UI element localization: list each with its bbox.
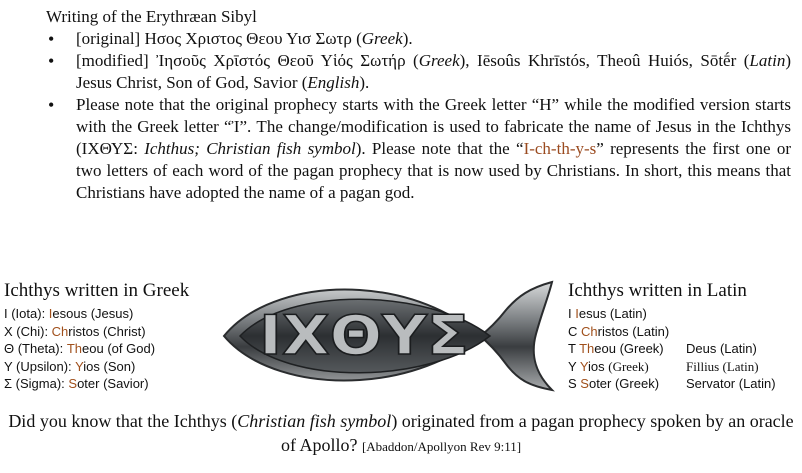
fish-letters: ΙΧΘΥΣ (259, 304, 469, 367)
highlight-acronym: I-ch-th-y-s (523, 139, 597, 158)
sibyl-text-block (46, 6, 791, 204)
row-prefix: T (568, 341, 580, 356)
bible-reference: [Abaddon/Apollyon Rev 9:11] (361, 439, 522, 454)
greek-column (4, 279, 234, 393)
bullet-note (46, 94, 791, 204)
greek-row (4, 358, 234, 376)
greek-row (4, 305, 234, 323)
row-rest: oter (Savior) (77, 376, 149, 391)
row-initial: Th (66, 341, 83, 356)
row-initial: Ch (581, 323, 598, 339)
greek-row (4, 375, 234, 393)
row-prefix: Σ (Sigma): (4, 376, 69, 391)
row-prefix: Y (Upsilon): (4, 358, 76, 374)
row-prefix: I (568, 306, 576, 321)
row-rest: ios (Son) (83, 358, 136, 374)
latin-row (568, 358, 798, 376)
latin-row (568, 340, 798, 358)
bullet-original (46, 28, 791, 50)
bullet-modified (46, 50, 791, 94)
bullet-list (46, 28, 791, 204)
language-label: English (307, 73, 360, 92)
language-label: Latin (749, 51, 786, 70)
ichthys-fish-image (218, 276, 558, 392)
row-initial: Y (579, 358, 589, 374)
question-text: ) originated from a pagan prophecy spoken by an oracle of Apollo? (280, 411, 794, 455)
row-rest: oter (Greek) (588, 376, 660, 391)
bottom-question (0, 409, 802, 459)
row-initial: S (68, 376, 78, 391)
row-latin-word: Fillius (Latin) (686, 358, 759, 374)
question-text: Did you know that the Ichthys ( (8, 411, 238, 431)
italic-phrase: Ichthus; Christian fish symbol (144, 139, 356, 158)
italic-phrase: Christian fish symbol (237, 411, 392, 431)
bullet-text: ). (402, 29, 413, 48)
bullet-text: ) Jesus Christ, Son of God, Savior ( (76, 51, 791, 92)
latin-row (568, 305, 798, 323)
bullet-text: ). Please note that the “ (355, 139, 524, 158)
bullet-text: Please note that the original prophecy starts with the Greek letter “H” while the modified version starts with the Greek letter “Ἰ”. The change/modification is used to fabricate the name of Jesus in the Ichthys (ΙΧΘΥΣ: (76, 95, 791, 158)
row-rest: ios (588, 358, 609, 374)
row-language: (Greek) (608, 358, 649, 374)
row-rest: esus (Latin) (578, 306, 647, 321)
row-latin-word: Deus (Latin) (686, 341, 757, 356)
row-initial: I (575, 306, 579, 321)
bullet-text: [modified] Ἰησοῦς Χρῑστός Θεοῦ Υἱός Σωτήρ ( (76, 51, 419, 70)
row-prefix: X (Chi): (4, 323, 52, 339)
bullet-text: ). (359, 73, 370, 92)
row-prefix: S (568, 376, 581, 391)
bullet-text: ” represents the first one or two letters of each word of the pagan prophecy that is now used by Christians. In short, this means that Christians have adopted the name of a pagan god. (76, 139, 791, 202)
greek-row (4, 340, 234, 358)
row-prefix: I (Iota): (4, 306, 49, 321)
latin-row (568, 323, 798, 341)
row-prefix: C (568, 323, 581, 339)
greek-column-title: Ichthys written in Greek (4, 280, 190, 301)
greek-row (4, 323, 234, 341)
row-rest: ristos (Latin) (597, 323, 670, 339)
bullet-text: ), Iēsoûs Khrīstós, Theoû Huiós, Sōtḗr ( (459, 51, 750, 70)
row-initial: Ch (51, 323, 69, 339)
row-rest: ristos (Christ) (68, 323, 146, 339)
language-label: Greek (418, 51, 460, 70)
row-prefix: Θ (Theta): (4, 341, 67, 356)
row-initial: I (48, 306, 53, 321)
latin-column (568, 279, 798, 393)
page-heading: Writing of the Erythræan Sibyl (46, 7, 257, 26)
row-initial: S (580, 376, 589, 391)
row-rest: esous (Jesus) (52, 306, 134, 321)
latin-row (568, 375, 798, 393)
row-rest: eou (Greek) (594, 341, 664, 356)
row-latin-word: Servator (Latin) (686, 376, 776, 391)
language-label: Greek (361, 29, 403, 48)
bullet-text: [original] Ησος Χριστος Θεου Υισ Σωτρ ( (76, 29, 362, 48)
row-initial: Th (579, 341, 595, 356)
row-initial: Y (75, 358, 84, 374)
row-prefix: Y (568, 358, 580, 374)
latin-column-title: Ichthys written in Latin (568, 280, 747, 301)
row-rest: eou (of God) (82, 341, 156, 356)
